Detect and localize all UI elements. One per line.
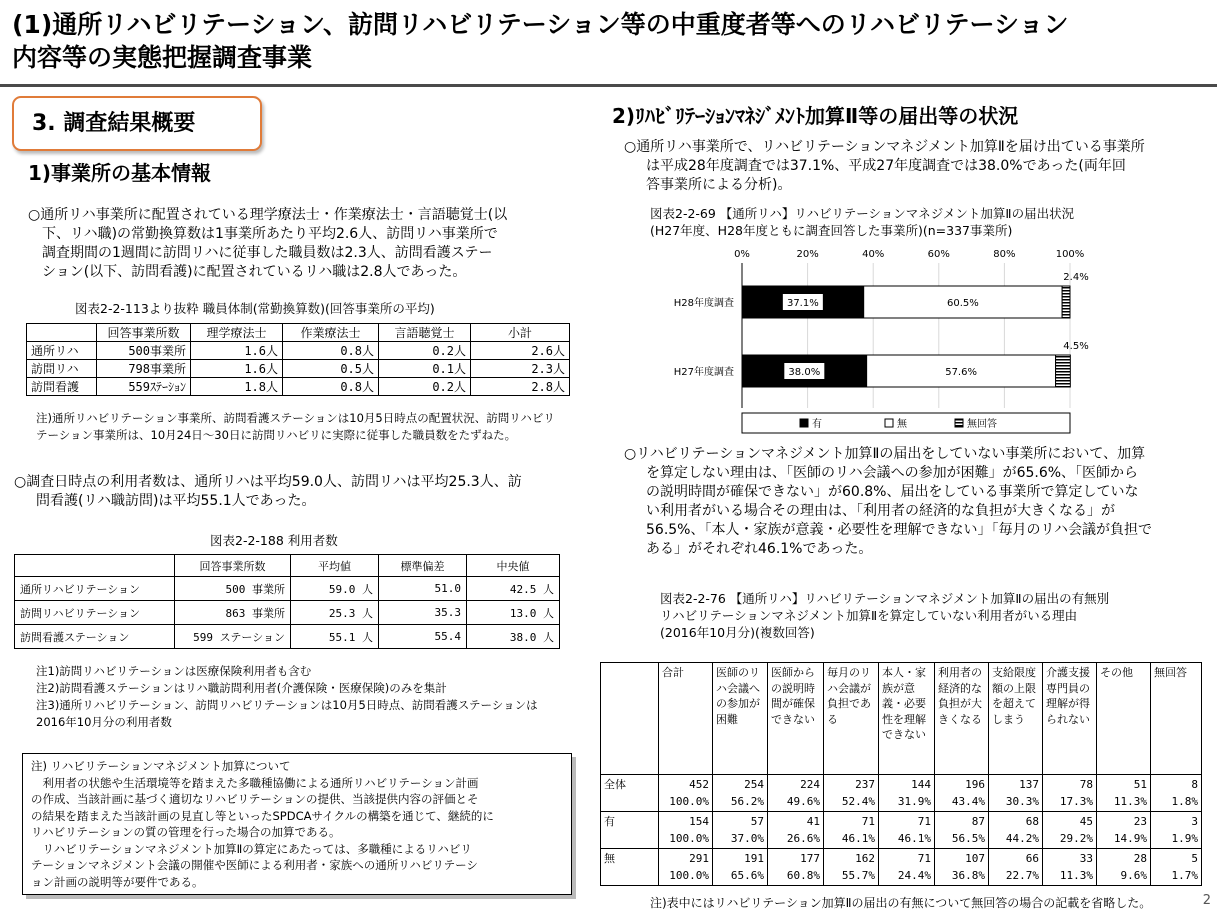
- page-title-line-2: 内容等の実態把握調査事業: [12, 43, 313, 72]
- table-cell: 通所リハビリテーション: [15, 577, 175, 601]
- table-header-cell: 合計: [659, 663, 713, 775]
- text-line: ○調査日時点の利用者数は、通所リハは平均59.0人、訪問リハは平均25.3人、訪: [14, 474, 522, 490]
- page-title-line-1: (1)通所リハビリテーション、訪問リハビリテーション等の中重度者等へのリハビリテーション: [12, 10, 1069, 39]
- note-line: 注)通所リハビリテーション事業所、訪問看護ステーションは10月5日時点の配置状況、訪問リハビリ: [36, 411, 555, 425]
- table-header-row: [601, 663, 1202, 775]
- count-value: 45: [1079, 815, 1093, 828]
- percent-value: 52.4%: [841, 795, 875, 808]
- percent-value: 31.9%: [897, 795, 931, 808]
- table-cell: [768, 775, 824, 812]
- count-value: 224: [800, 778, 820, 791]
- right-paragraph-1: [624, 138, 1204, 195]
- caption-line: 図表2-2-76 【通所リハ】リハビリテーションマネジメント加算Ⅱの届出の有無別: [660, 591, 1110, 606]
- data-label: 37.1%: [786, 298, 819, 309]
- table-row: [601, 849, 1202, 886]
- definition-line: リハビリテーションマネジメント加算Ⅱの算定にあたっては、多職種によるリハビリ: [31, 841, 472, 856]
- table-cell: [1043, 775, 1097, 812]
- count-value: 87: [971, 815, 985, 828]
- definition-note-box: [22, 753, 572, 895]
- table-cell: [935, 812, 989, 849]
- table-cell: 559ｽﾃｰｼｮﾝ: [97, 378, 191, 396]
- percent-value: 44.2%: [1005, 832, 1039, 845]
- table-header-cell: 回答事業所数: [97, 324, 191, 342]
- row-label: 無: [601, 849, 659, 886]
- table-header-cell: 小計: [471, 324, 570, 342]
- count-value: 78: [1079, 778, 1093, 791]
- definition-line: 注) リハビリテーションマネジメント加算について: [31, 759, 291, 773]
- text-line: ○通所リハ事業所に配置されている理学療法士・作業療法士・言語聴覚士(以: [28, 207, 508, 223]
- table-row: [15, 625, 560, 649]
- data-label: 38.0%: [788, 367, 821, 378]
- text-line: は平成28年度調査では37.1%、平成27年度調査では38.0%であった(両年回: [646, 158, 1126, 174]
- definition-line: リハビリテーションの質の管理を行った場合の加算である。: [31, 825, 341, 839]
- table-cell: [824, 849, 879, 886]
- count-value: 144: [911, 778, 931, 791]
- definition-line: の作成、当該計画に基づく適切なリハビリテーションの提供、当該提供内容の評価とそ: [31, 792, 479, 806]
- percent-value: 46.1%: [897, 832, 931, 845]
- table-header-cell: 利用者の経済的な負担が大きくなる: [935, 663, 989, 775]
- table-cell: [1151, 849, 1202, 886]
- count-value: 68: [1025, 815, 1039, 828]
- table-cell: [713, 775, 768, 812]
- caption-line: (2016年10月分)(複数回答): [660, 625, 815, 640]
- table-cell: 25.3 人: [291, 601, 379, 625]
- x-tick-label: 80%: [993, 249, 1016, 260]
- table-cell: 0.2人: [379, 342, 471, 360]
- percent-value: 100.0%: [669, 795, 709, 808]
- percent-value: 56.5%: [951, 832, 985, 845]
- table-cell: 798事業所: [97, 360, 191, 378]
- table-header-cell: [15, 555, 175, 577]
- bar-segment: [1056, 355, 1071, 387]
- note-line: 注1)訪問リハビリテーションは医療保険利用者も含む: [36, 664, 312, 678]
- note-line: テーション事業所は、10月24日～30日に訪問リハビリに実際に従事した職員数をたずねた。: [36, 428, 517, 442]
- table-header-cell: [27, 324, 97, 342]
- section-label-box: 3. 調査結果概要: [12, 96, 262, 151]
- table-cell: [1097, 849, 1151, 886]
- count-value: 291: [689, 852, 709, 865]
- table-cell: 59.0 人: [291, 577, 379, 601]
- category-label: H28年度調査: [673, 298, 734, 309]
- table-cell: 訪問リハビリテーション: [15, 601, 175, 625]
- caption-line: (H27年度、H28年度ともに調査回答した事業所)(n=337事業所): [650, 223, 1013, 238]
- text-line: 答事業所による分析)。: [646, 177, 792, 193]
- rehab-mgmt-addition-chart: [650, 245, 1100, 435]
- count-value: 71: [861, 815, 875, 828]
- table-cell: [1151, 812, 1202, 849]
- percent-value: 100.0%: [669, 832, 709, 845]
- data-label: 57.6%: [945, 367, 977, 378]
- table-cell: [1043, 849, 1097, 886]
- x-tick-label: 100%: [1055, 249, 1085, 260]
- table3-note: 注)表中にはリハビリテーション加算Ⅱの届出の有無について無回答の場合の記載を省略した。: [650, 896, 1152, 910]
- count-value: 191: [744, 852, 764, 865]
- right-paragraph-2: [624, 445, 1209, 559]
- count-value: 71: [917, 852, 931, 865]
- table-cell: [989, 849, 1043, 886]
- percent-value: 9.6%: [1120, 869, 1147, 882]
- percent-value: 1.9%: [1171, 832, 1198, 845]
- table-cell: [1151, 775, 1202, 812]
- definition-line: ョン計画の説明等が要件である。: [31, 874, 204, 889]
- table-cell: [989, 812, 1043, 849]
- table-cell: 2.3人: [471, 360, 570, 378]
- left-section-heading: 1)事業所の基本情報: [28, 161, 212, 185]
- table-cell: [935, 775, 989, 812]
- table-cell: 0.2人: [379, 378, 471, 396]
- table-cell: 0.8人: [283, 342, 379, 360]
- table-cell: 0.1人: [379, 360, 471, 378]
- table-header-cell: 支給限度額の上限を超えてしまう: [989, 663, 1043, 775]
- table2-caption: 図表2-2-188 利用者数: [210, 533, 338, 548]
- count-value: 57: [750, 815, 764, 828]
- table-cell: 863 事業所: [175, 601, 291, 625]
- text-line: ション(以下、訪問看護)に配置されているリハ職は2.8人であった。: [42, 264, 467, 280]
- table-header-cell: 言語聴覚士: [379, 324, 471, 342]
- table-cell: 訪問リハ: [27, 360, 97, 378]
- percent-value: 100.0%: [669, 869, 709, 882]
- table-cell: 0.5人: [283, 360, 379, 378]
- count-value: 137: [1019, 778, 1039, 791]
- percent-value: 37.0%: [730, 832, 764, 845]
- count-value: 28: [1133, 852, 1147, 865]
- table-row: [601, 812, 1202, 849]
- percent-value: 1.8%: [1171, 795, 1198, 808]
- count-value: 237: [855, 778, 875, 791]
- table-cell: [879, 849, 935, 886]
- percent-value: 29.2%: [1059, 832, 1093, 845]
- table-cell: [659, 775, 713, 812]
- count-value: 254: [744, 778, 764, 791]
- percent-value: 11.3%: [1113, 795, 1147, 808]
- table-header-cell: 本人・家族が意義・必要性を理解できない: [879, 663, 935, 775]
- right-section-heading: 2)ﾘﾊﾋﾞﾘﾃｰｼｮﾝﾏﾈｼﾞﾒﾝﾄ加算Ⅱ等の届出等の状況: [612, 104, 1019, 128]
- table-cell: 1.6人: [191, 360, 283, 378]
- data-label: 4.5%: [1063, 341, 1089, 352]
- table-header-cell: [601, 663, 659, 775]
- table-cell: [935, 849, 989, 886]
- count-value: 5: [1191, 852, 1198, 865]
- text-line: 下、リハ職)の常勤換算数は1事業所あたり平均2.6人、訪問リハ事業所で: [42, 226, 498, 242]
- table-row: [15, 577, 560, 601]
- count-value: 154: [689, 815, 709, 828]
- table-cell: [768, 812, 824, 849]
- table-cell: [1097, 775, 1151, 812]
- data-label: 60.5%: [947, 298, 979, 309]
- category-label: H27年度調査: [673, 367, 734, 378]
- text-line: ある」がそれぞれ46.1%であった。: [646, 541, 873, 557]
- table-header-cell: 毎月のリハ会議が負担である: [824, 663, 879, 775]
- table-cell: [824, 812, 879, 849]
- table-cell: 2.6人: [471, 342, 570, 360]
- text-line: 問看護(リハ職訪問)は平均55.1人であった。: [36, 493, 316, 509]
- percent-value: 60.8%: [786, 869, 820, 882]
- text-line: 56.5%、「本人・家族が意義・必要性を理解できない」「毎月のリハ会議が負担で: [646, 522, 1153, 538]
- count-value: 66: [1025, 852, 1039, 865]
- table-row: [15, 601, 560, 625]
- table-cell: [824, 775, 879, 812]
- table-row: [27, 360, 570, 378]
- table1-note: [36, 410, 596, 444]
- count-value: 51: [1133, 778, 1147, 791]
- text-line: ○通所リハ事業所で、リハビリテーションマネジメント加算Ⅱを届け出ている事業所: [624, 139, 1145, 155]
- table-header-cell: 無回答: [1151, 663, 1202, 775]
- text-line: い利用者がいる場合その理由は、「利用者の経済的な負担が大きくなる」が: [646, 503, 1115, 519]
- table-header-cell: 医師からの説明時間が確保できない: [768, 663, 824, 775]
- legend-label: 無回答: [967, 419, 997, 430]
- table-header-cell: 標準偏差: [379, 555, 467, 577]
- legend-label: 無: [897, 419, 907, 430]
- table-header-row: [15, 555, 560, 577]
- table-cell: 42.5 人: [467, 577, 560, 601]
- text-line: ○リハビリテーションマネジメント加算Ⅱの届出をしていない事業所において、加算: [624, 446, 1146, 462]
- staffing-table: [26, 323, 570, 396]
- percent-value: 17.3%: [1059, 795, 1093, 808]
- note-line: 2016年10月分の利用者数: [36, 715, 172, 729]
- count-value: 196: [965, 778, 985, 791]
- table-header-row: [27, 324, 570, 342]
- count-value: 162: [855, 852, 875, 865]
- percent-value: 24.4%: [897, 869, 931, 882]
- definition-line: の結果を踏まえた当該計画の見直し等といったSPDCAサイクルの構築を通じて、継続的に: [31, 808, 494, 823]
- table-cell: [879, 812, 935, 849]
- table-header-cell: その他: [1097, 663, 1151, 775]
- user-count-table: [14, 554, 560, 649]
- legend-label: 有: [812, 419, 822, 430]
- table2-notes: [36, 663, 596, 731]
- percent-value: 55.7%: [841, 869, 875, 882]
- x-tick-label: 20%: [796, 249, 819, 260]
- table-cell: [879, 775, 935, 812]
- table-cell: 55.1 人: [291, 625, 379, 649]
- row-label: 全体: [601, 775, 659, 812]
- chart-caption: [650, 205, 1210, 239]
- count-value: 107: [965, 852, 985, 865]
- table-cell: [1097, 812, 1151, 849]
- table3-caption: [660, 590, 1217, 641]
- table-cell: 51.0: [379, 577, 467, 601]
- table-cell: [1043, 812, 1097, 849]
- count-value: 177: [800, 852, 820, 865]
- caption-line: 図表2-2-69 【通所リハ】リハビリテーションマネジメント加算Ⅱの届出状況: [650, 206, 1075, 221]
- table-header-cell: 医師のリハ会議への参加が困難: [713, 663, 768, 775]
- count-value: 452: [689, 778, 709, 791]
- table-cell: 55.4: [379, 625, 467, 649]
- left-paragraph-1: [28, 206, 588, 282]
- percent-value: 56.2%: [730, 795, 764, 808]
- percent-value: 14.9%: [1113, 832, 1147, 845]
- percent-value: 65.6%: [730, 869, 764, 882]
- table-header-cell: 理学療法士: [191, 324, 283, 342]
- table-header-cell: 介護支援専門員の理解が得られない: [1043, 663, 1097, 775]
- row-label: 有: [601, 812, 659, 849]
- table-cell: 38.0 人: [467, 625, 560, 649]
- table-cell: 0.8人: [283, 378, 379, 396]
- table-cell: 訪問看護ステーション: [15, 625, 175, 649]
- left-paragraph-2: [14, 473, 594, 511]
- x-tick-label: 40%: [862, 249, 885, 260]
- table-cell: 通所リハ: [27, 342, 97, 360]
- table-cell: 35.3: [379, 601, 467, 625]
- bar-segment: [1062, 286, 1070, 318]
- data-label: 2.4%: [1063, 272, 1089, 283]
- table-cell: 2.8人: [471, 378, 570, 396]
- table-cell: 13.0 人: [467, 601, 560, 625]
- percent-value: 22.7%: [1005, 869, 1039, 882]
- definition-line: テーションマネジメント会議の開催や医師による利用者・家族への通所リハビリテーシ: [31, 858, 478, 872]
- table-cell: [989, 775, 1043, 812]
- table-header-cell: 中央値: [467, 555, 560, 577]
- page-number: 2: [1202, 893, 1211, 908]
- percent-value: 49.6%: [786, 795, 820, 808]
- table-cell: 500 事業所: [175, 577, 291, 601]
- percent-value: 11.3%: [1059, 869, 1093, 882]
- x-tick-label: 60%: [927, 249, 950, 260]
- caption-line: リハビリテーションマネジメント加算Ⅱを算定していない利用者がいる理由: [660, 608, 1078, 623]
- table-cell: [768, 849, 824, 886]
- percent-value: 30.3%: [1005, 795, 1039, 808]
- x-tick-label: 0%: [734, 249, 750, 260]
- percent-value: 43.4%: [951, 795, 985, 808]
- count-value: 8: [1191, 778, 1198, 791]
- count-value: 41: [806, 815, 820, 828]
- table-row: [27, 342, 570, 360]
- count-value: 33: [1079, 852, 1093, 865]
- table-header-cell: 平均値: [291, 555, 379, 577]
- legend-swatch: [800, 419, 808, 427]
- legend-swatch: [955, 419, 963, 427]
- table-cell: 1.8人: [191, 378, 283, 396]
- percent-value: 26.6%: [786, 832, 820, 845]
- table-row: [27, 378, 570, 396]
- reasons-table-body: [601, 775, 1202, 886]
- table-cell: 訪問看護: [27, 378, 97, 396]
- table-cell: 599 ステーション: [175, 625, 291, 649]
- note-line: 注3)通所リハビリテーション、訪問リハビリテーションは10月5日時点、訪問看護ステーションは: [36, 698, 538, 712]
- table-cell: 1.6人: [191, 342, 283, 360]
- table-cell: [659, 849, 713, 886]
- table-header-cell: 回答事業所数: [175, 555, 291, 577]
- text-line: の説明時間が確保できない」が60.8%、届出をしている事業所で算定していな: [646, 484, 1139, 500]
- table-cell: [659, 812, 713, 849]
- percent-value: 36.8%: [951, 869, 985, 882]
- percent-value: 1.7%: [1171, 869, 1198, 882]
- note-line: 注2)訪問看護ステーションはリハ職訪問利用者(介護保険・医療保険)のみを集計: [36, 681, 447, 695]
- count-value: 3: [1191, 815, 1198, 828]
- definition-line: 利用者の状態や生活環境等を踏まえた多職種協働による通所リハビリテーション計画: [31, 775, 479, 790]
- title-divider: [0, 84, 1217, 87]
- table-cell: [713, 812, 768, 849]
- legend-swatch: [885, 419, 893, 427]
- table-row: [601, 775, 1202, 812]
- table-header-cell: 作業療法士: [283, 324, 379, 342]
- table-cell: 500事業所: [97, 342, 191, 360]
- reasons-table: [600, 662, 1202, 886]
- text-line: を算定しない理由は、「医師のリハ会議への参加が困難」が65.6%、「医師から: [646, 465, 1139, 481]
- table1-caption: 図表2-2-113より抜粋 職員体制(常勤換算数)(回答事業所の平均): [75, 301, 435, 316]
- count-value: 23: [1133, 815, 1147, 828]
- percent-value: 46.1%: [841, 832, 875, 845]
- text-line: 調査期間の1週間に訪問リハに従事した職員数は2.3人、訪問看護ステー: [42, 245, 493, 261]
- page-title: [12, 8, 1212, 74]
- table-cell: [713, 849, 768, 886]
- count-value: 71: [917, 815, 931, 828]
